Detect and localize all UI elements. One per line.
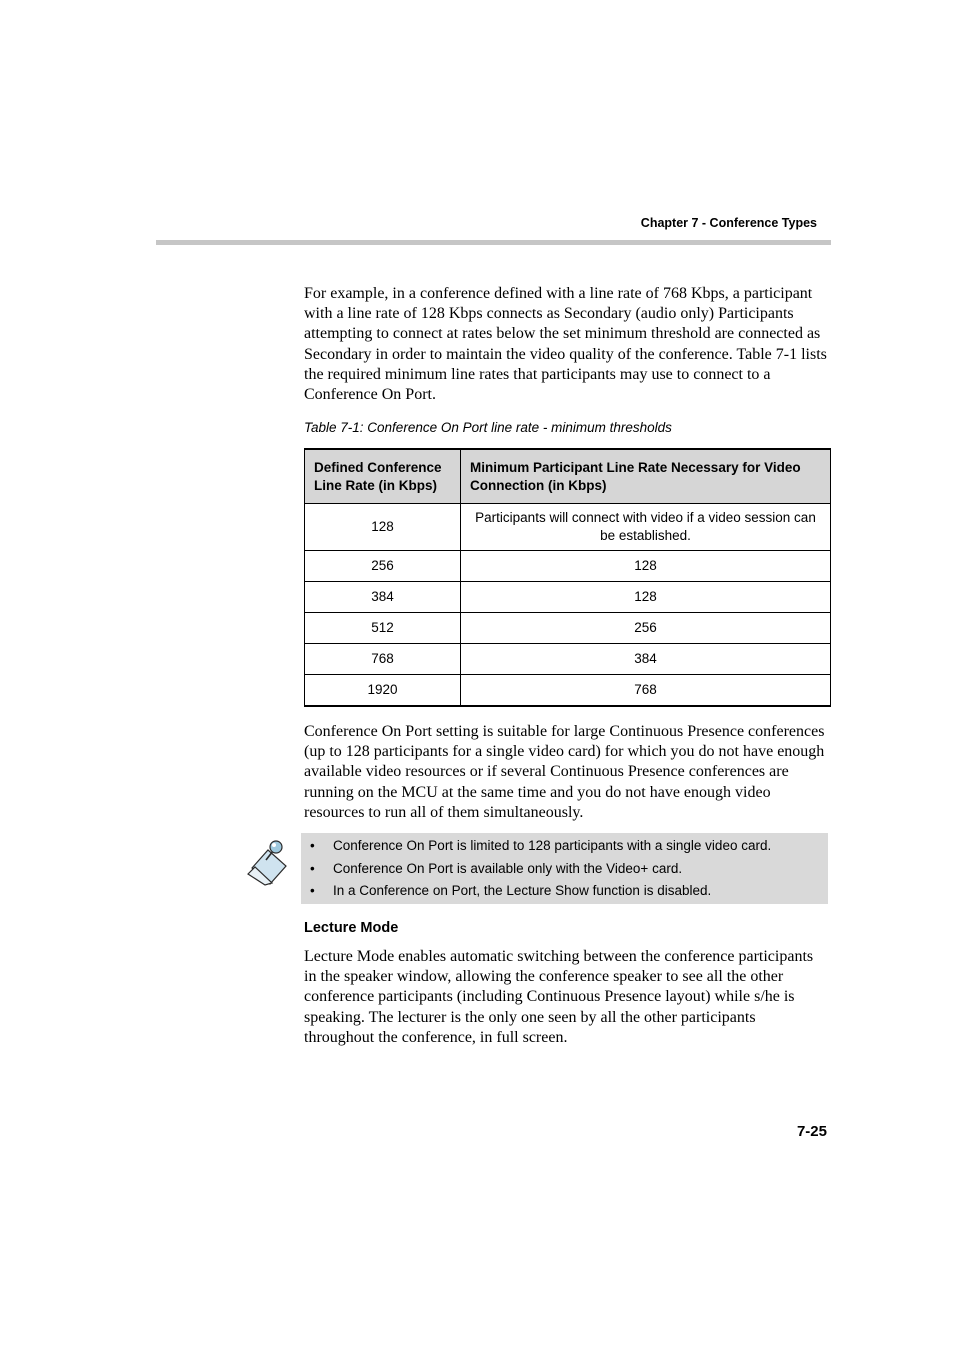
table-caption: Table 7-1: Conference On Port line rate - minimum thresholds (304, 420, 672, 435)
note-item-text: Conference On Port is limited to 128 participants with a single video card. (333, 838, 772, 853)
note-item-text: In a Conference on Port, the Lecture Show function is disabled. (333, 883, 712, 899)
lecture-mode-heading: Lecture Mode (304, 920, 399, 936)
header-rule (156, 240, 831, 245)
note-pin-icon (246, 838, 290, 886)
table-cell: 512 (305, 613, 461, 644)
table-row (305, 675, 831, 707)
table-cell: 256 (461, 613, 831, 644)
table-cell: 128 (461, 551, 831, 582)
table-cell: 1920 (305, 675, 461, 707)
note-list (301, 833, 828, 903)
table-cell: Participants will connect with video if a video session can be established. (461, 504, 831, 551)
table-header-row (305, 449, 831, 504)
table-cell: 768 (461, 675, 831, 707)
table-cell: 384 (305, 582, 461, 613)
table-row (305, 644, 831, 675)
table-row (305, 613, 831, 644)
conference-on-port-paragraph (304, 722, 829, 823)
header-minimum-rate: Minimum Participant Line Rate Necessary for Video Connection (in Kbps) (461, 449, 831, 504)
table-row (305, 582, 831, 613)
table-cell: 256 (305, 551, 461, 582)
note-item (301, 880, 828, 903)
table-cell: 128 (461, 582, 831, 613)
table-row (305, 551, 831, 582)
bullet: • (310, 860, 315, 876)
chapter-header: Chapter 7 - Conference Types (640, 216, 817, 230)
intro-paragraph-text: For example, in a conference defined with a line rate of 768 Kbps, a participant with a line rate of 128 Kbps connects as Secondary (audio only) Participants attempting to connect at rates below the set minimum threshold are connected as Secondary in order to maintain the video quality of the conference. Table 7-1 lists the required minimum line rates that participants may use to connect to a Conference On Port. (304, 285, 827, 404)
note-item (301, 835, 828, 858)
lecture-mode-paragraph (304, 947, 829, 1048)
threshold-table (304, 448, 831, 707)
bullet: • (310, 838, 315, 853)
table-row (305, 504, 831, 551)
bullet: • (310, 883, 315, 899)
table-cell: 128 (305, 504, 461, 551)
paragraph-2-text: Conference On Port setting is suitable for large Continuous Presence conferences (up to 128 participants for a single video card) for which you do not have enough available video resources or if several Continuous Presence conferences are running on the MCU at the same time and you do not have enough video resources to run all of them simultaneously. (304, 723, 825, 821)
note-item (301, 858, 828, 881)
note-item-text: Conference On Port is available only with the Video+ card. (333, 860, 683, 876)
page-number: 7-25 (796, 1123, 827, 1140)
table-cell: 384 (461, 644, 831, 675)
intro-paragraph (304, 284, 829, 405)
lecture-mode-text: Lecture Mode enables automatic switching between the conference participants in the speaker window, allowing the conference speaker to see all the other conference participants (including Continuous Presence layout) while s/he is speaking. The lecturer is the only one seen by all the other participants throughout the conference, in full screen. (304, 948, 814, 1046)
note-box (301, 833, 828, 904)
header-defined-rate: Defined Conference Line Rate (in Kbps) (305, 449, 461, 504)
table-cell: 768 (305, 644, 461, 675)
